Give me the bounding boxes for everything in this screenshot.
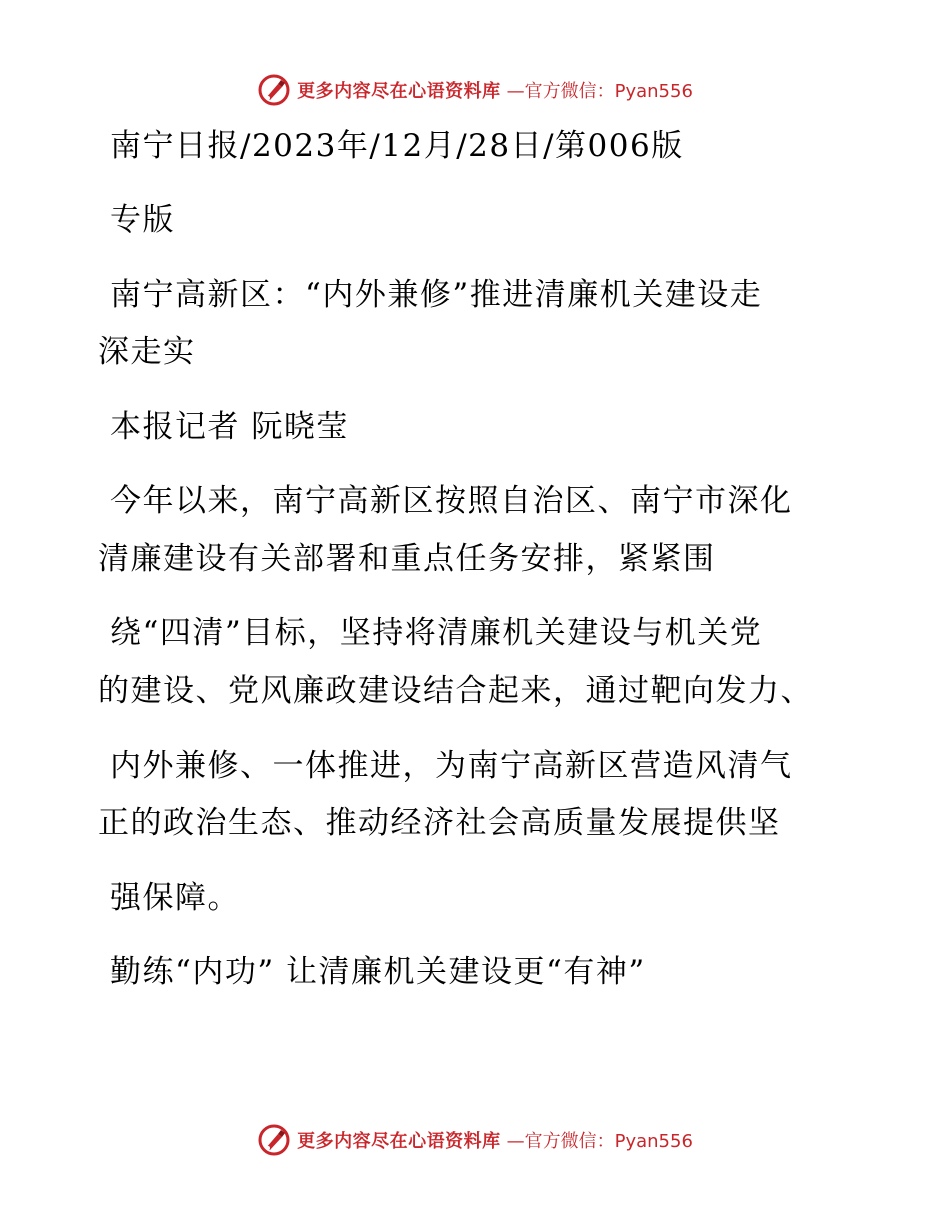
- pen-logo-icon: [257, 1123, 291, 1157]
- watermark-text: 更多内容尽在心语资料库: [297, 81, 501, 102]
- byline: 本报记者 阮晓莹: [110, 409, 349, 445]
- body-line: 清廉建设有关部署和重点任务安排，紧紧围: [98, 541, 716, 577]
- article-title-line-2: 深走实: [98, 334, 196, 370]
- body-line: 内外兼修、一体推进，为南宁高新区营造风清气: [110, 748, 793, 784]
- watermark-footer: [0, 1120, 950, 1160]
- section-label: 专版: [110, 202, 175, 238]
- watermark-text: 更多内容尽在心语资料库: [297, 1131, 501, 1152]
- watermark-contact: —官方微信：Pyan556: [506, 1131, 693, 1152]
- body-line: 正的政治生态、推动经济社会高质量发展提供坚: [98, 805, 781, 841]
- pen-logo-icon: [257, 73, 291, 107]
- body-line: 今年以来，南宁高新区按照自治区、南宁市深化: [110, 483, 793, 519]
- watermark-contact: —官方微信：Pyan556: [506, 81, 693, 102]
- article-title-line-1: 南宁高新区：“内外兼修”推进清廉机关建设走: [110, 277, 763, 313]
- watermark-header: [0, 70, 950, 110]
- newspaper-source-line: 南宁日报/2023年/12月/28日/第006版: [110, 128, 684, 164]
- body-line: 绕“四清”目标，坚持将清廉机关建设与机关党: [110, 615, 763, 651]
- body-line: 的建设、党风廉政建设结合起来，通过靶向发力、: [98, 673, 813, 709]
- section-heading: 勤练“内功” 让清廉机关建设更“有神”: [110, 954, 646, 990]
- body-line: 强保障。: [110, 880, 240, 916]
